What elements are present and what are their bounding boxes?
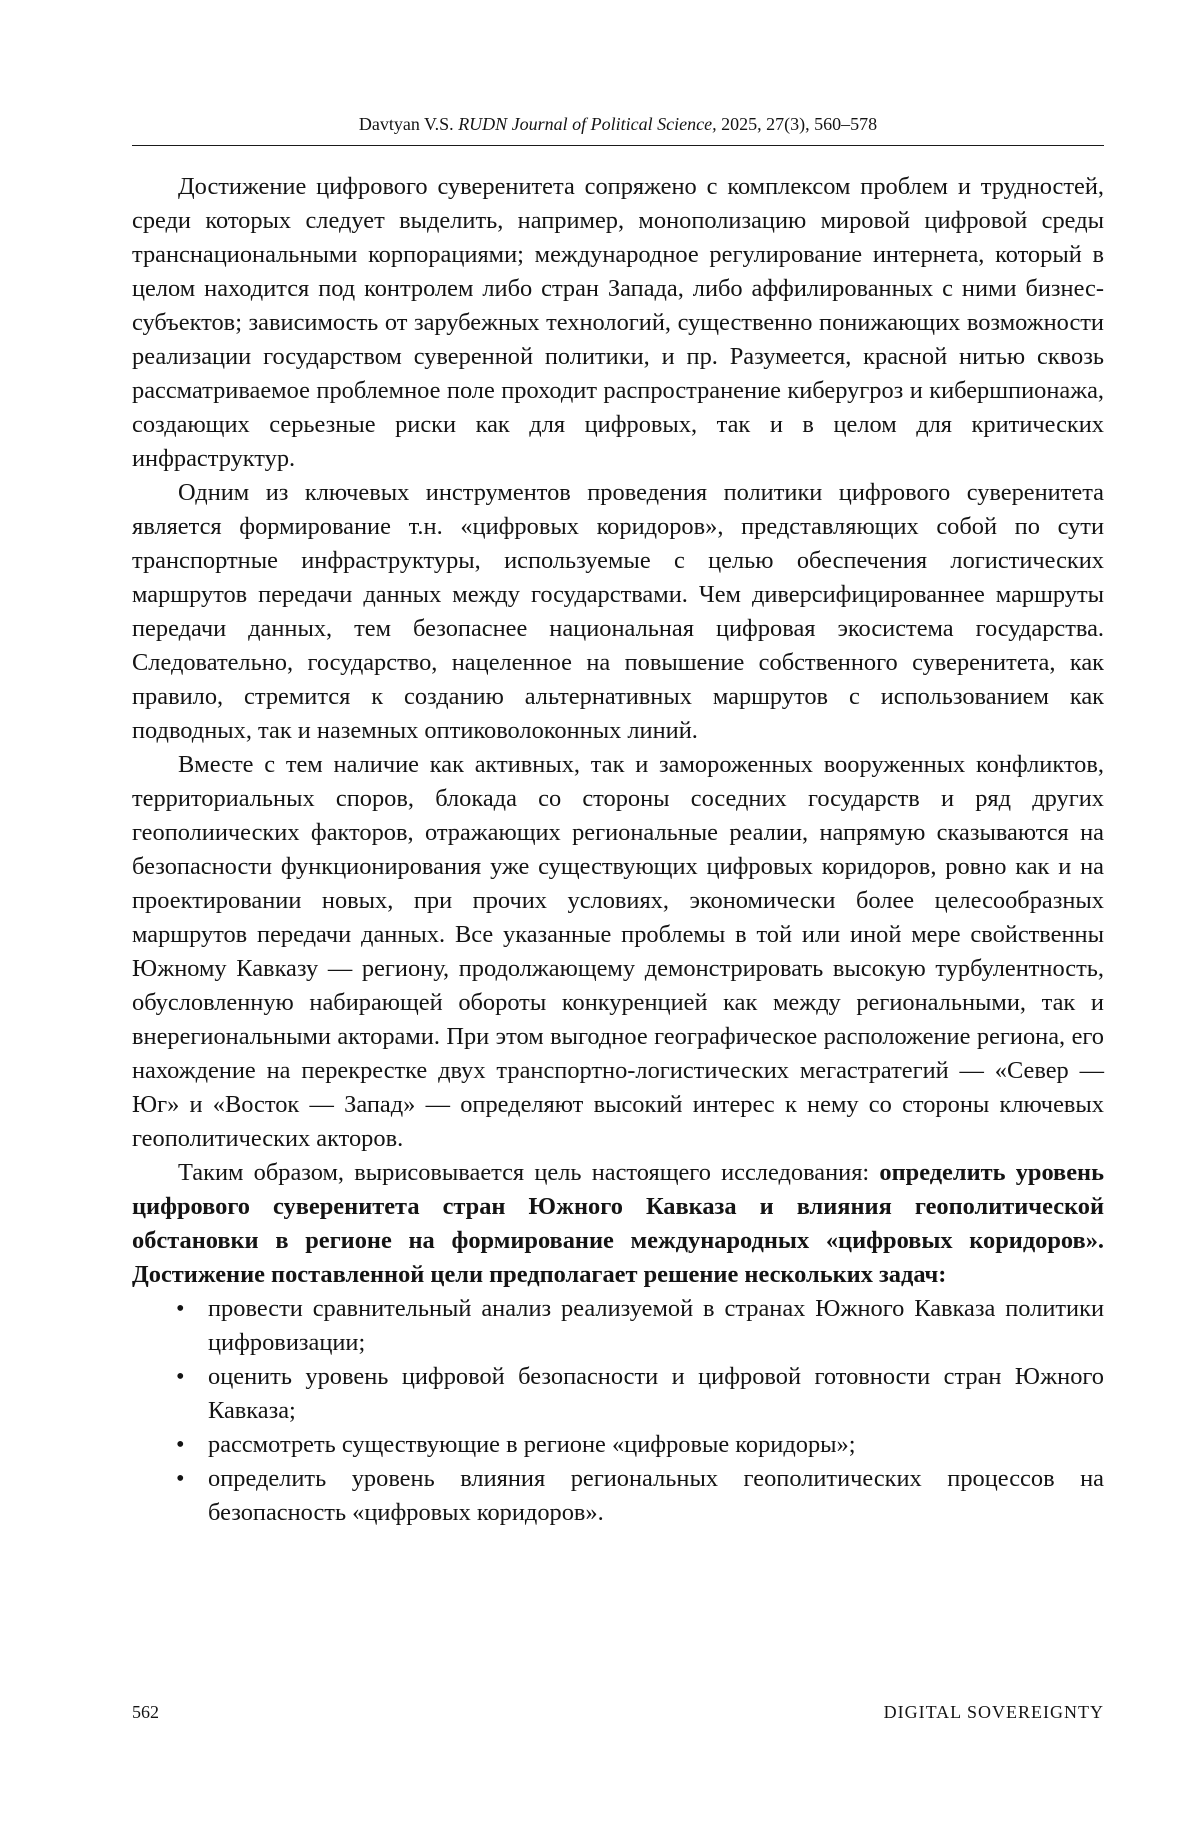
paragraph-4-intro: Таким образом, вырисовывается цель настоящего исследования: — [178, 1159, 879, 1186]
list-item-text: определить уровень влияния региональных геополитических процессов на безопасность «цифровых коридоров». — [208, 1465, 1104, 1526]
running-header — [132, 112, 1104, 136]
list-item-text: оценить уровень цифровой безопасности и цифровой готовности стран Южного Кавказа; — [208, 1363, 1104, 1424]
list-item-text: провести сравнительный анализ реализуемой в странах Южного Кавказа политики цифровизации; — [208, 1295, 1104, 1356]
list-item — [132, 1462, 1104, 1530]
page-number: 562 — [132, 1700, 159, 1724]
paragraph-2: Одним из ключевых инструментов проведения политики цифрового суверенитета является формирование т.н. «цифровых коридоров», представляющих собой по сути транспортные инфраструктуры, используемые с целью обеспечения логистических маршрутов передачи данных между государствами. Чем диверсифицированнее маршруты передачи данных, тем безопаснее национальная цифровая экосистема государства. Следовательно, государство, нацеленное на повышение собственного суверенитета, как правило, стремится к созданию альтернативных маршрутов с использованием как подводных, так и наземных оптиковолоконных линий. — [132, 476, 1104, 748]
article-body — [132, 170, 1104, 1530]
paragraph-1: Достижение цифрового суверенитета сопряжено с комплексом проблем и трудностей, среди которых следует выделить, например, монополизацию мировой цифровой среды транснациональными корпорациями; международное регулирование интернета, который в целом находится под контролем либо стран Запада, либо аффилированных с ними бизнес-субъектов; зависимость от зарубежных технологий, существенно понижающих возможности реализации государством суверенной политики, и пр. Разумеется, красной нитью сквозь рассматриваемое проблемное поле проходит распространение киберугроз и кибершпионажа, создающих серьезные риски как для цифровых, так и в целом для критических инфраструктур. — [132, 170, 1104, 476]
header-issue: 2025, 27(3), 560–578 — [721, 114, 877, 134]
paragraph-4 — [132, 1156, 1104, 1292]
list-item-text: рассмотреть существующие в регионе «цифровые коридоры»; — [208, 1431, 856, 1458]
list-item — [132, 1360, 1104, 1428]
bullet-icon: • — [176, 1462, 185, 1496]
bullet-icon: • — [176, 1292, 185, 1326]
bullet-icon: • — [176, 1360, 185, 1394]
header-journal: RUDN Journal of Political Science, — [458, 114, 716, 134]
running-title: DIGITAL SOVEREIGNTY — [884, 1700, 1104, 1724]
research-goal: определить уровень цифрового суверенитета стран Южного Кавказа и влияния геополитической обстановки в регионе на формирование международных «цифровых коридоров». Достижение поставленной цели предполагает решение нескольких задач: — [132, 1159, 1104, 1288]
list-item — [132, 1292, 1104, 1360]
bullet-icon: • — [176, 1428, 185, 1462]
task-list — [132, 1292, 1104, 1530]
list-item — [132, 1428, 1104, 1462]
paragraph-3: Вместе с тем наличие как активных, так и замороженных вооруженных конфликтов, территориальных споров, блокада со стороны соседних государств и ряд других геополиических факторов, отражающих региональные реалии, напрямую сказываются на безопасности функционирования уже существующих цифровых коридоров, ровно как и на проектировании новых, при прочих условиях, экономически более целесообразных маршрутов передачи данных. Все указанные проблемы в той или иной мере свойственны Южному Кавказу — региону, продолжающему демонстрировать высокую турбулентность, обусловленную набирающей обороты конкуренцией как между региональными, так и внерегиональными акторами. При этом выгодное географическое расположение региона, его нахождение на перекрестке двух транспортно-логистических мегастратегий — «Север — Юг» и «Восток — Запад» — определяют высокий интерес к нему со стороны ключевых геополитических акторов. — [132, 748, 1104, 1156]
header-divider — [132, 145, 1104, 146]
header-author: Davtyan V.S. — [359, 114, 454, 134]
